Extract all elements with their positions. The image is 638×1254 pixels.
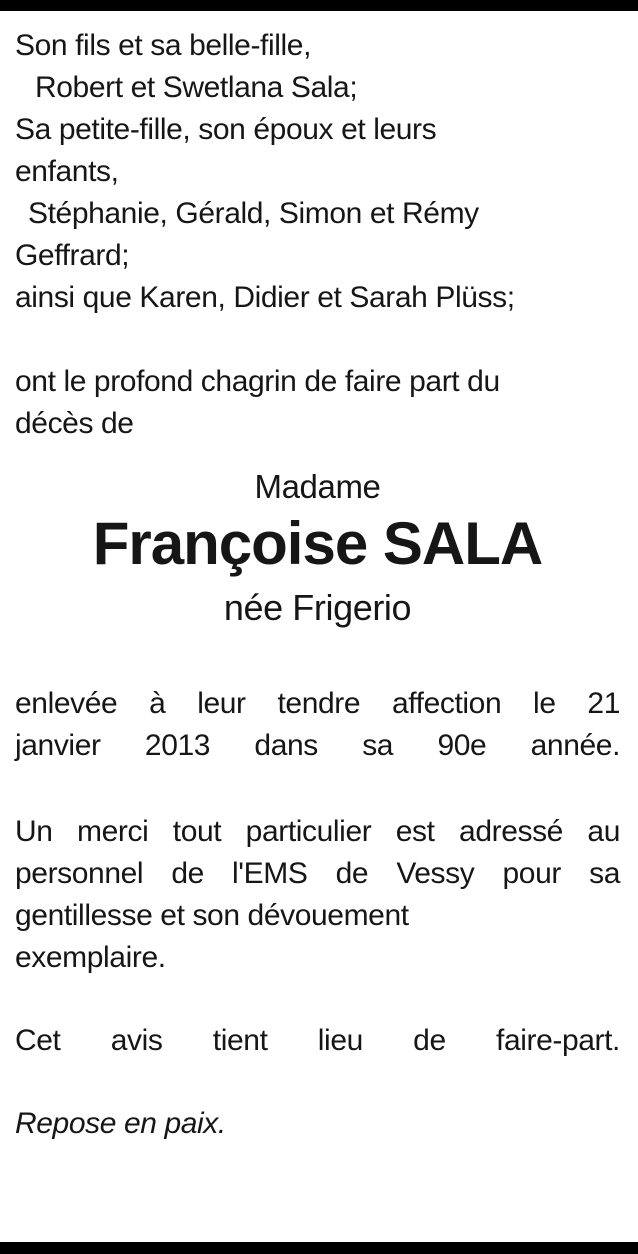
thanks-line: personnel de l'EMS de Vessy pour sa (15, 857, 620, 890)
thanks-paragraph (15, 811, 620, 979)
announcement-paragraph (15, 361, 620, 445)
family-line: Stéphanie, Gérald, Simon et Rémy (28, 197, 479, 230)
notice-content (0, 11, 638, 1145)
deceased-name: Françoise SALA (92, 510, 543, 577)
family-line: ainsi que Karen, Didier et Sarah Plüss; (15, 281, 515, 314)
faire-part-line: Cet avis tient lieu de faire-part. (15, 1024, 620, 1057)
family-line: Sa petite-fille, son époux et leurs (15, 113, 437, 146)
death-line: enlevée à leur tendre affection le 21 (15, 687, 620, 720)
family-line: Geffrard; (15, 239, 130, 272)
family-line: Son fils et sa belle-fille, (15, 29, 312, 62)
farewell-line: Repose en paix. (15, 1107, 226, 1140)
deceased-title: Madame (254, 468, 381, 505)
deceased-block (15, 465, 620, 631)
family-line: enfants, (15, 155, 119, 188)
death-paragraph (15, 683, 620, 767)
top-black-bar (0, 0, 638, 11)
thanks-line: gentillesse et son dévouement (15, 899, 409, 932)
announcement-line: décès de (15, 407, 134, 440)
family-line: Robert et Swetlana Sala; (35, 71, 358, 104)
deceased-maiden-name: née Frigerio (223, 587, 412, 628)
thanks-line: Un merci tout particulier est adressé au (15, 815, 620, 848)
family-paragraph (15, 25, 620, 319)
farewell-paragraph (15, 1103, 620, 1145)
faire-part-paragraph (15, 1020, 620, 1062)
death-line: janvier 2013 dans sa 90e année. (15, 729, 620, 762)
thanks-line: exemplaire. (15, 941, 166, 974)
bottom-black-bar (0, 1242, 638, 1254)
announcement-line: ont le profond chagrin de faire part du (15, 365, 500, 398)
